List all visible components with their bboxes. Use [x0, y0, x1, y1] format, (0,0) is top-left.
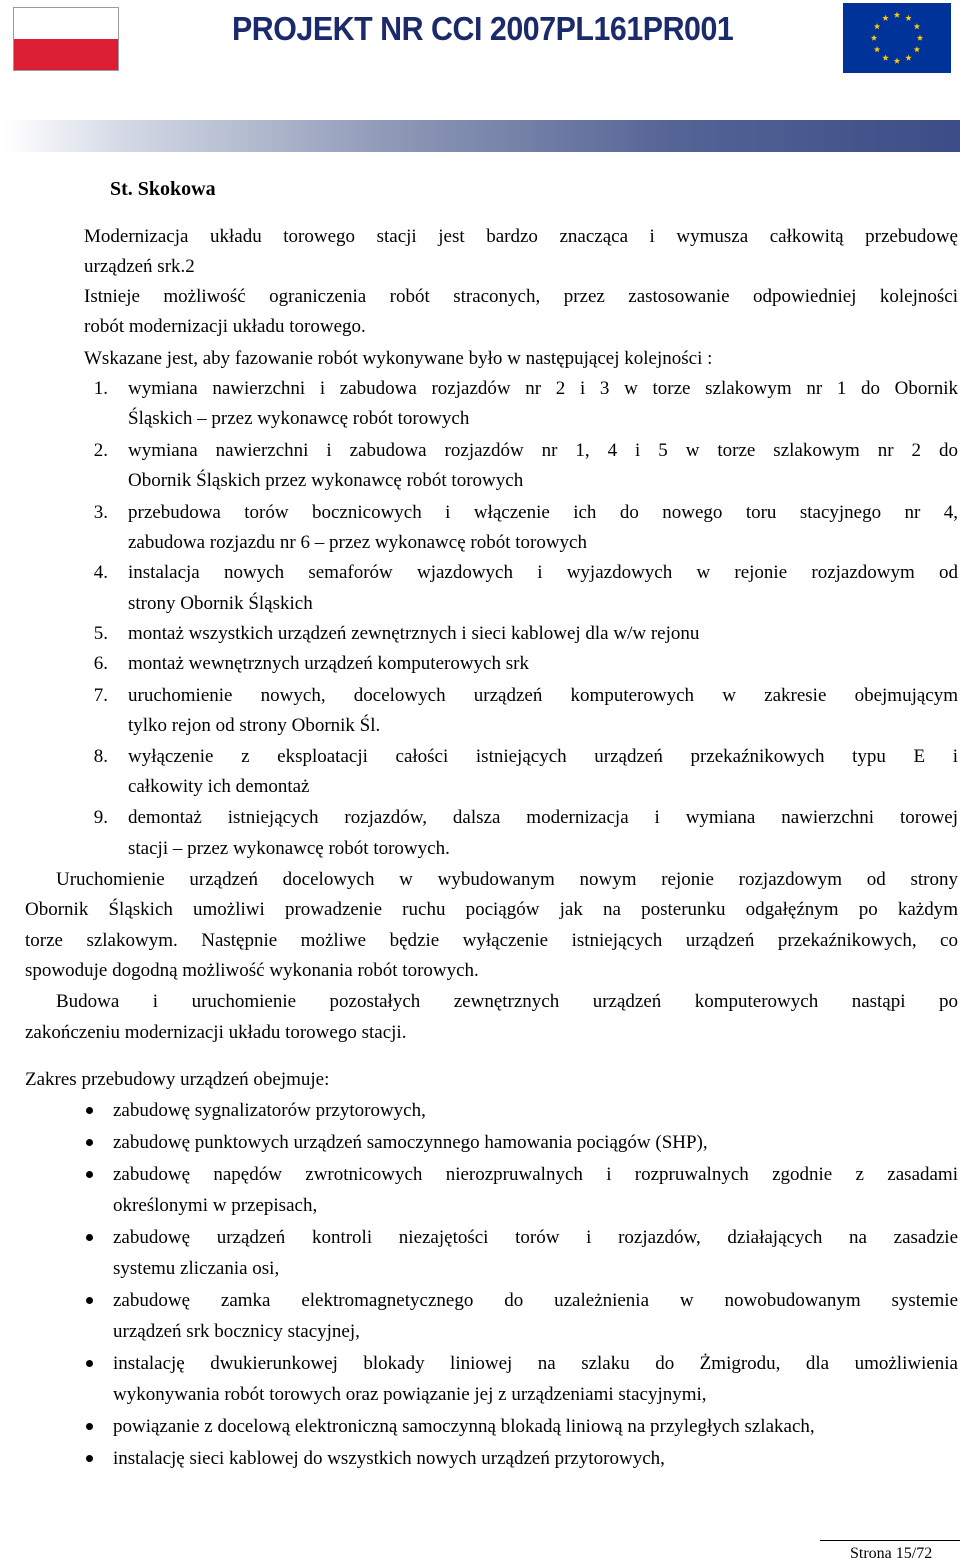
- step-line: strony Obornik Śląskich: [128, 593, 313, 614]
- step-line: wyłączenie z eksploatacji całości istniejących urządzeń przekaźnikowych typu E i: [128, 746, 958, 767]
- project-title: PROJEKT NR CCI 2007PL161PR001: [232, 10, 734, 47]
- step-line: zabudowa rozjazdu nr 6 – przez wykonawcę robót torowych: [128, 532, 587, 553]
- list-item: zabudowę urządzeń kontroli niezajętości torów i rozjazdów, działających na zasadzie: [113, 1227, 958, 1248]
- section-heading: St. Skokowa: [110, 178, 216, 200]
- intro-line: Wskazane jest, aby fazowanie robót wykonywane było w następującej kolejności :: [84, 348, 713, 369]
- bullet-icon: [86, 1297, 93, 1304]
- intro-line: Istnieje możliwość ograniczenia robót straconych, przez zastosowanie odpowiedniej kolejności: [84, 286, 958, 307]
- step-number: 9.: [93, 807, 108, 828]
- intro-line: robót modernizacji układu torowego.: [84, 316, 366, 337]
- poland-flag-icon: [13, 7, 119, 71]
- scope-intro: Zakres przebudowy urządzeń obejmuje:: [25, 1069, 330, 1090]
- step-line: montaż wszystkich urządzeń zewnętrznych i sieci kablowej dla w/w rejonu: [128, 623, 700, 644]
- list-item: systemu zliczania osi,: [113, 1258, 280, 1279]
- bullet-icon: [86, 1455, 93, 1462]
- header-gradient-bar: [4, 120, 960, 152]
- step-line: montaż wewnętrznych urządzeń komputerowych srk: [128, 653, 529, 674]
- step-line: wymiana nawierzchni i zabudowa rozjazdów nr 1, 4 i 5 w torze szlakowym nr 2 do: [128, 440, 958, 461]
- paragraph-line: zakończeniu modernizacji układu torowego stacji.: [25, 1022, 407, 1043]
- list-item: instalację dwukierunkowej blokady liniowej na szlaku do Żmigrodu, dla umożliwienia: [113, 1353, 958, 1374]
- list-item: wykonywania robót torowych oraz powiązanie jej z urządzeniami stacyjnymi,: [113, 1384, 707, 1405]
- eu-flag-icon: [843, 3, 951, 73]
- list-item: zabudowę sygnalizatorów przytorowych,: [113, 1100, 426, 1121]
- step-number: 5.: [93, 623, 108, 644]
- list-item: powiązanie z docelową elektroniczną samoczynną blokadą liniową na przyległych szlakach,: [113, 1416, 815, 1437]
- paragraph-line: Uruchomienie urządzeń docelowych w wybudowanym nowym rejonie rozjazdowym od strony: [56, 869, 958, 890]
- bullet-icon: [86, 1423, 93, 1430]
- bullet-icon: [86, 1139, 93, 1146]
- intro-line: Modernizacja układu torowego stacji jest bardzo znacząca i wymusza całkowitą przebudowę: [84, 226, 958, 247]
- list-item: zabudowę napędów zwrotnicowych nierozpruwalnych i rozpruwalnych zgodnie z zasadami: [113, 1164, 958, 1185]
- list-item: zabudowę zamka elektromagnetycznego do uzależnienia w nowobudowanym systemie: [113, 1290, 958, 1311]
- step-line: stacji – przez wykonawcę robót torowych.: [128, 838, 450, 859]
- step-number: 3.: [93, 502, 108, 523]
- step-number: 4.: [93, 562, 108, 583]
- page-header: [0, 0, 960, 160]
- bullet-icon: [86, 1107, 93, 1114]
- paragraph-line: spowoduje dogodną możliwość wykonania robót torowych.: [25, 960, 479, 981]
- bullet-icon: [86, 1171, 93, 1178]
- step-line: uruchomienie nowych, docelowych urządzeń komputerowych w zakresie obejmującym: [128, 685, 958, 706]
- footer-rule: [820, 1540, 960, 1541]
- step-number: 1.: [93, 378, 108, 399]
- step-line: całkowity ich demontaż: [128, 776, 310, 797]
- intro-line: urządzeń srk.2: [84, 256, 195, 277]
- list-item: zabudowę punktowych urządzeń samoczynnego hamowania pociągów (SHP),: [113, 1132, 708, 1153]
- step-line: tylko rejon od strony Obornik Śl.: [128, 715, 381, 736]
- page-number: Strona 15/72: [850, 1545, 933, 1562]
- step-line: Obornik Śląskich przez wykonawcę robót torowych: [128, 470, 524, 491]
- step-line: instalacja nowych semaforów wjazdowych i wyjazdowych w rejonie rozjazdowym od: [128, 562, 958, 583]
- step-number: 6.: [93, 653, 108, 674]
- list-item: określonymi w przepisach,: [113, 1195, 318, 1216]
- step-line: wymiana nawierzchni i zabudowa rozjazdów nr 2 i 3 w torze szlakowym nr 1 do Obornik: [128, 378, 958, 399]
- list-item: instalację sieci kablowej do wszystkich nowych urządzeń przytorowych,: [113, 1448, 665, 1469]
- step-number: 8.: [93, 746, 108, 767]
- step-number: 7.: [93, 685, 108, 706]
- step-line: przebudowa torów bocznicowych i włączenie ich do nowego toru stacyjnego nr 4,: [128, 502, 958, 523]
- bullet-icon: [86, 1360, 93, 1367]
- step-line: demontaż istniejących rozjazdów, dalsza modernizacja i wymiana nawierzchni torowej: [128, 807, 958, 828]
- step-number: 2.: [93, 440, 108, 461]
- paragraph-line: Obornik Śląskich umożliwi prowadzenie ruchu pociągów jak na posterunku odgałęźnym po każdym: [25, 899, 958, 920]
- list-item: urządzeń srk bocznicy stacyjnej,: [113, 1321, 360, 1342]
- paragraph-line: torze szlakowym. Następnie możliwe będzie wyłączenie istniejących urządzeń przekaźnikowych, co: [25, 930, 958, 951]
- paragraph-line: Budowa i uruchomienie pozostałych zewnętrznych urządzeń komputerowych nastąpi po: [56, 991, 958, 1012]
- step-line: Śląskich – przez wykonawcę robót torowych: [128, 408, 470, 429]
- bullet-icon: [86, 1234, 93, 1241]
